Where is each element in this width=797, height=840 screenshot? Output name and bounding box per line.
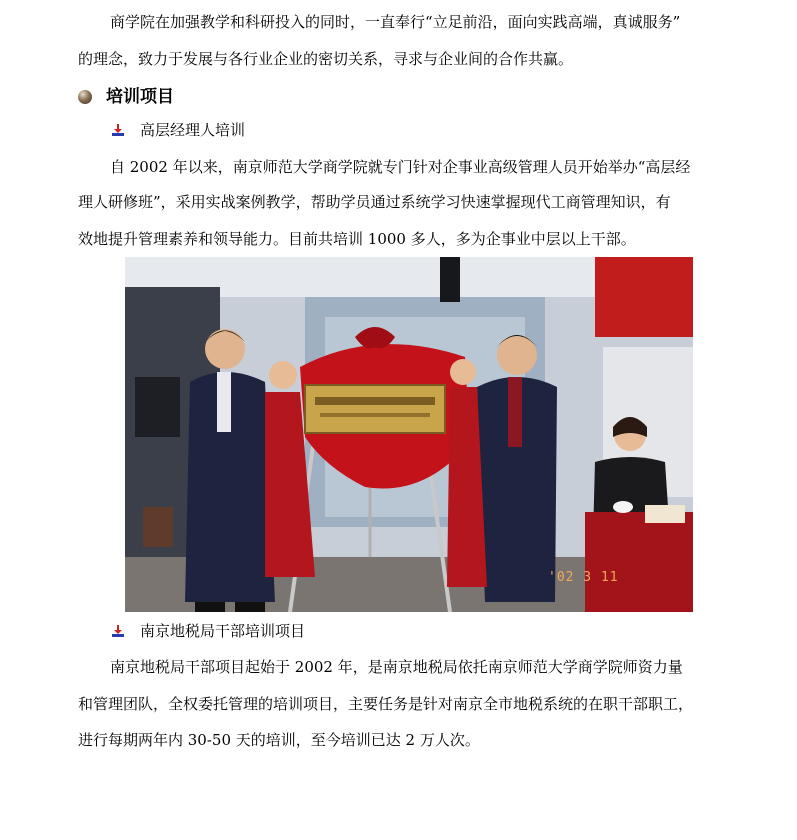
photo-date-stamp: '02 3 11 [548, 570, 619, 585]
arrow-marker-icon [112, 124, 124, 136]
ceremony-photo [125, 257, 693, 612]
section-heading [78, 86, 174, 108]
intro-line-2: 的理念，致力于发展与各行业企业的密切关系，寻求与企业间的合作共赢。 [78, 50, 574, 68]
subheading-title: 南京地税局干部培训项目 [140, 622, 306, 640]
subheading-tax-bureau-training [112, 621, 305, 641]
subheading-title: 高层经理人培训 [140, 121, 246, 139]
item1-line-2: 理人研修班”，采用实战案例教学，帮助学员通过系统学习快速掌握现代工商管理知识，有 [78, 193, 671, 211]
item1-line-3: 效地提升管理素养和领导能力。目前共培训 1000 多人，多为企事业中层以上干部。 [78, 230, 636, 248]
section-title: 培训项目 [106, 87, 174, 107]
item1-line-1: 自 2002 年以来，南京师范大学商学院就专门针对企事业高级管理人员开始举办“高层经 [110, 158, 691, 176]
intro-line-1: 商学院在加强教学和科研投入的同时，一直奉行“立足前沿，面向实践高端，真诚服务” [110, 13, 681, 31]
sphere-bullet-icon [78, 90, 92, 104]
subheading-executive-training [112, 120, 245, 140]
item2-line-1: 南京地税局干部项目起始于 2002 年，是南京地税局依托南京师范大学商学院师资力量 [110, 658, 683, 676]
item2-line-2: 和管理团队，全权委托管理的培训项目，主要任务是针对南京全市地税系统的在职干部职工， [78, 695, 694, 713]
item2-line-3: 进行每期两年内 30-50 天的培训，至今培训已达 2 万人次。 [78, 731, 480, 749]
arrow-marker-icon [112, 625, 124, 637]
